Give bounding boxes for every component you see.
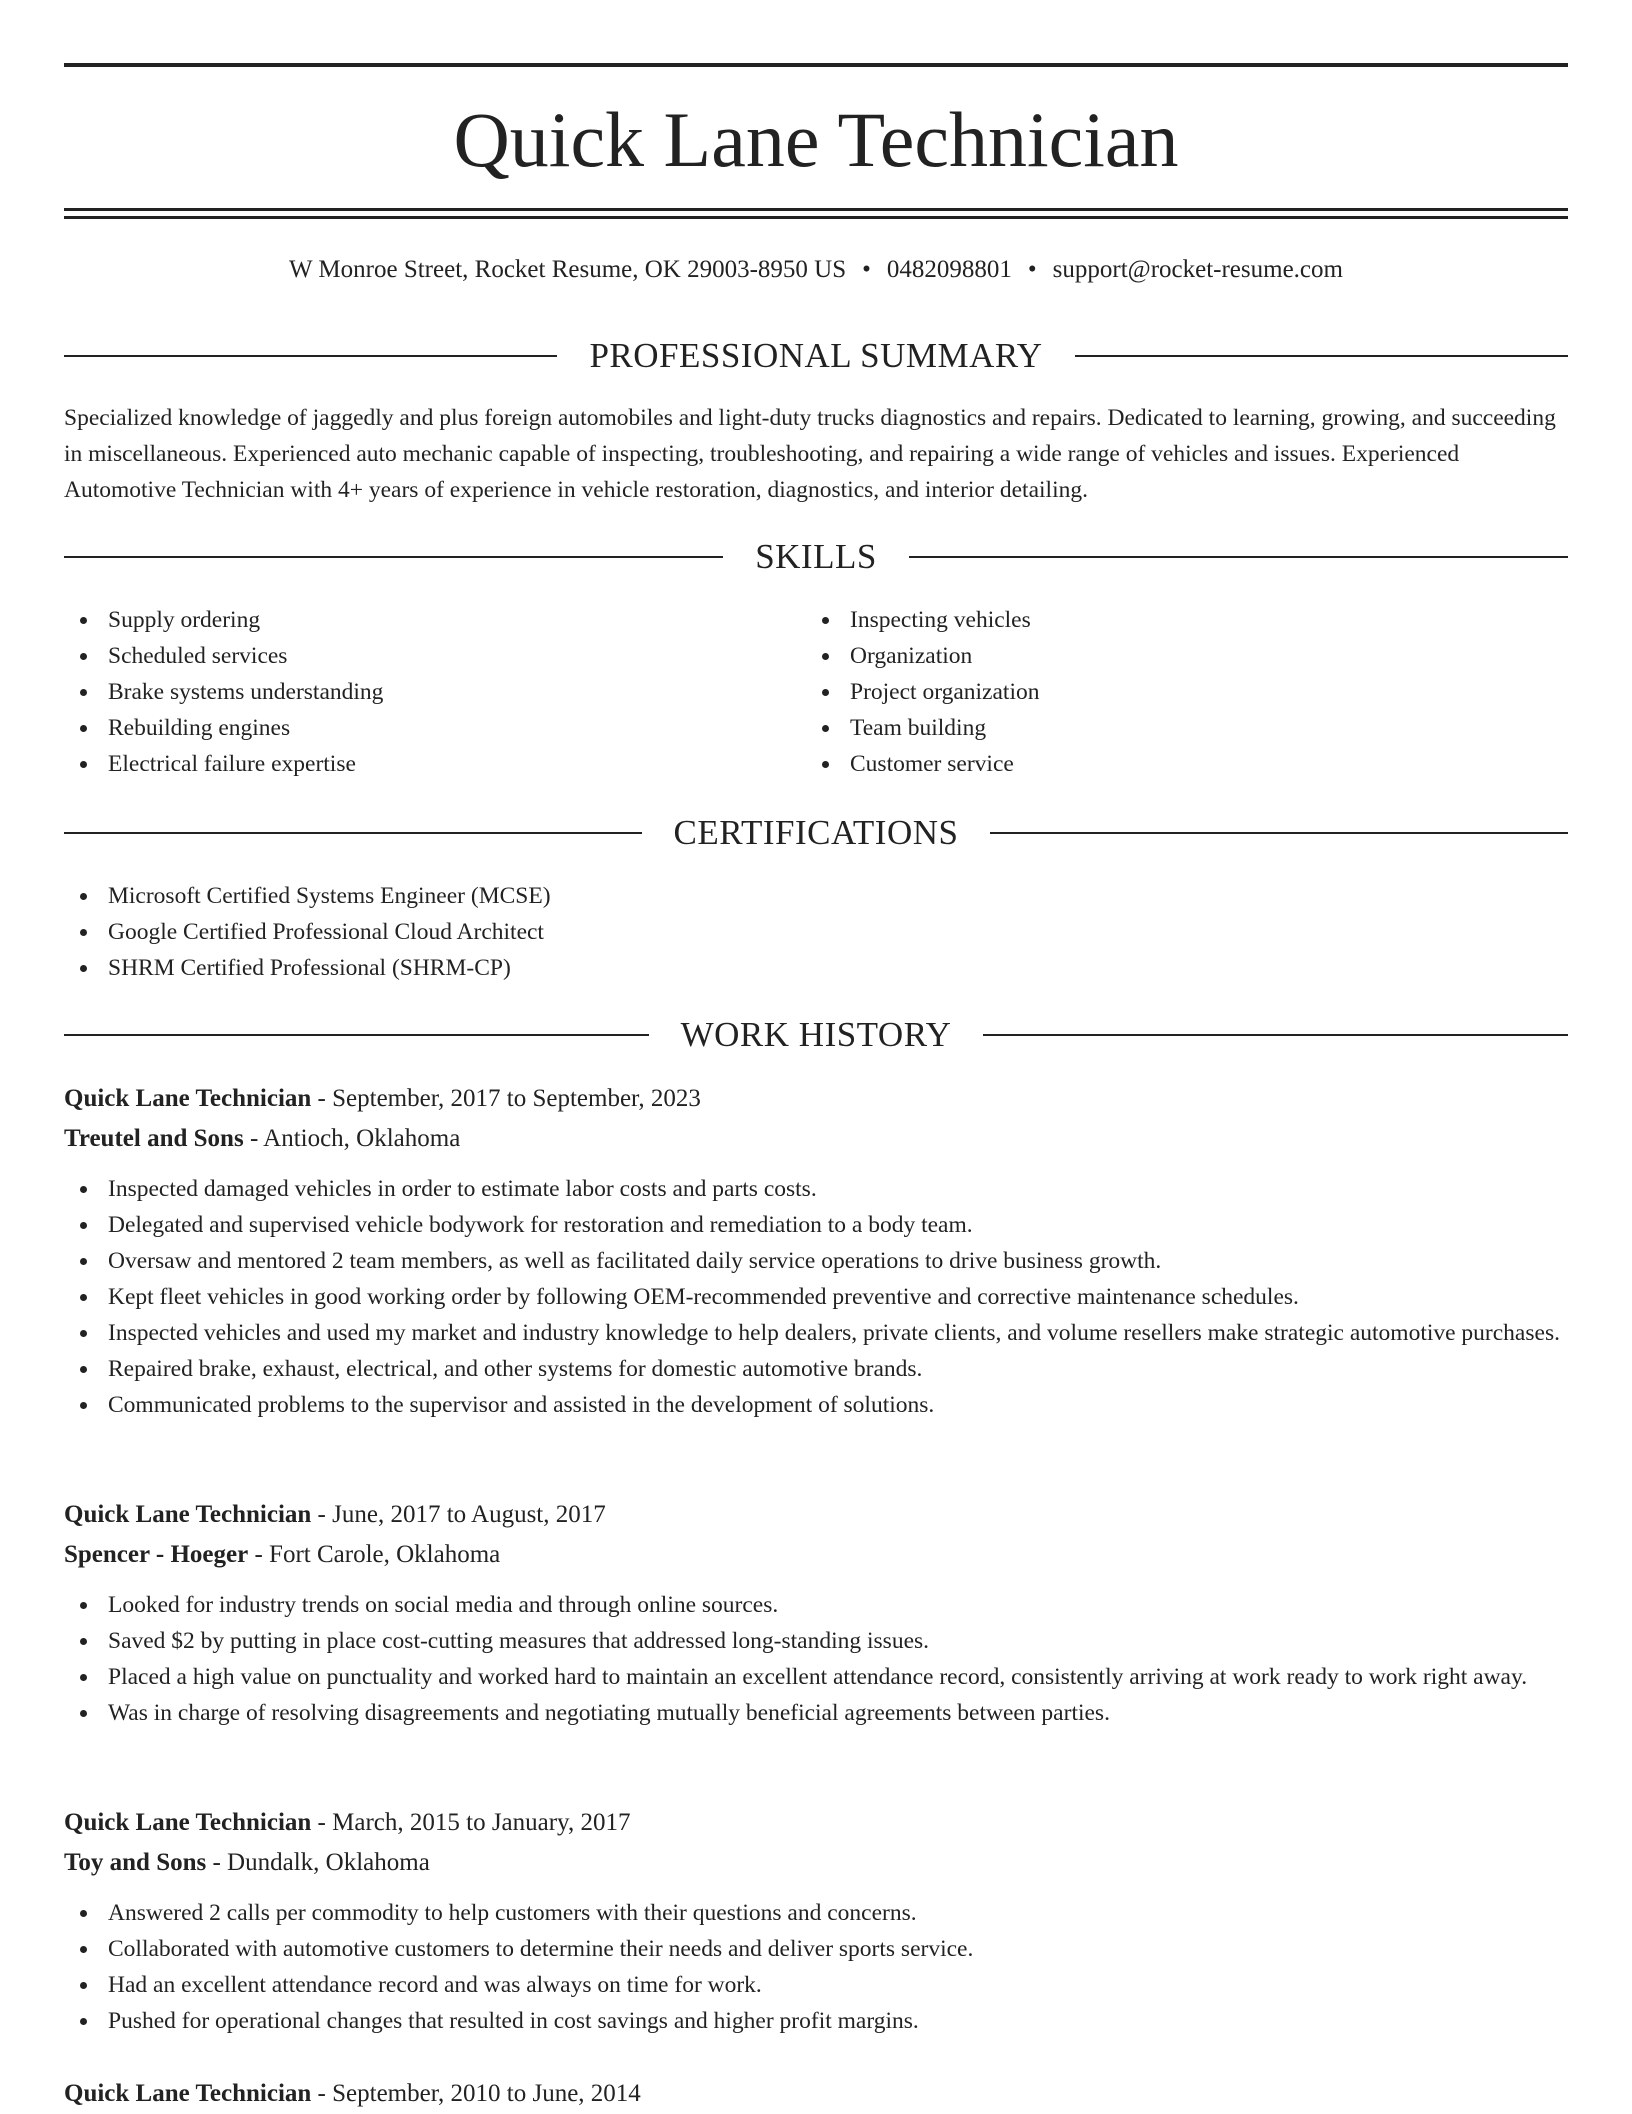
job-bullets <box>64 1171 1568 1423</box>
job-bullet: Saved $2 by putting in place cost-cutting measures that addressed long-standing issues. <box>64 1623 1568 1659</box>
job-bullet: Collaborated with automotive customers to determine their needs and deliver sports service. <box>64 1931 1568 1967</box>
job-bullet: Delegated and supervised vehicle bodywork for restoration and remediation to a body team. <box>64 1207 1568 1243</box>
skill-item: Organization <box>806 638 1546 674</box>
certification-item: Microsoft Certified Systems Engineer (MCSE) <box>64 878 1568 914</box>
section-heading-skills <box>64 535 1568 579</box>
job-dates: - September, 2010 to June, 2014 <box>317 2080 641 2107</box>
certifications-list <box>64 878 1568 986</box>
skill-item: Supply ordering <box>64 602 804 638</box>
job-dates: - June, 2017 to August, 2017 <box>317 1501 606 1528</box>
job-bullet: Placed a high value on punctuality and worked hard to maintain an excellent attendance record, consistently arriving at work ready to work right away. <box>64 1659 1568 1695</box>
job-title: Quick Lane Technician <box>64 1809 312 1836</box>
job-entry <box>64 1495 1568 1731</box>
job-location: - Antioch, Oklahoma <box>249 1125 461 1152</box>
job-company-line <box>64 1119 1568 1159</box>
job-bullet: Pushed for operational changes that resulted in cost savings and higher profit margins. <box>64 2003 1568 2039</box>
skill-item: Project organization <box>806 674 1546 710</box>
contact-phone: 0482098801 <box>886 256 1012 283</box>
header-top-rule <box>64 63 1568 67</box>
job-company: Toy and Sons <box>64 1849 207 1876</box>
contact-email: support@rocket-resume.com <box>1052 256 1343 283</box>
job-title-line <box>64 2074 1568 2114</box>
skill-item: Inspecting vehicles <box>806 602 1546 638</box>
job-location: - Dundalk, Oklahoma <box>212 1849 430 1876</box>
job-location: - Fort Carole, Oklahoma <box>254 1541 501 1568</box>
job-bullet: Kept fleet vehicles in good working order by following OEM-recommended preventive and corrective maintenance schedules. <box>64 1279 1568 1315</box>
skill-item: Electrical failure expertise <box>64 746 804 782</box>
heading-label: CERTIFICATIONS <box>673 813 959 852</box>
job-bullet: Inspected vehicles and used my market and industry knowledge to help dealers, private clients, and volume resellers make strategic automotive purchases. <box>64 1315 1568 1351</box>
heading-rule-right <box>909 556 1568 558</box>
heading-rule-left <box>64 355 557 357</box>
section-heading-work-history <box>64 1013 1568 1057</box>
job-bullet: Answered 2 calls per commodity to help customers with their questions and concerns. <box>64 1895 1568 1931</box>
job-company-line <box>64 1535 1568 1575</box>
contact-address: W Monroe Street, Rocket Resume, OK 29003-8950 US <box>289 256 847 283</box>
job-bullets <box>64 1895 1568 2039</box>
section-heading-certifications <box>64 811 1568 855</box>
heading-label: PROFESSIONAL SUMMARY <box>589 336 1043 375</box>
job-company-line <box>64 1843 1568 1883</box>
header-double-rule-lower <box>64 216 1568 219</box>
heading-rule-right <box>983 1034 1568 1036</box>
heading-rule-left <box>64 1034 649 1036</box>
job-title: Quick Lane Technician <box>64 1085 312 1112</box>
header-double-rule-upper <box>64 208 1568 211</box>
job-bullet: Inspected damaged vehicles in order to estimate labor costs and parts costs. <box>64 1171 1568 1207</box>
skills-list-left <box>64 602 804 782</box>
heading-label: WORK HISTORY <box>680 1015 952 1054</box>
job-bullet: Oversaw and mentored 2 team members, as well as facilitated daily service operations to drive business growth. <box>64 1243 1568 1279</box>
contact-separator: • <box>1027 256 1037 283</box>
skill-item: Rebuilding engines <box>64 710 804 746</box>
section-heading-summary <box>64 334 1568 378</box>
job-title-line <box>64 1803 1568 1843</box>
job-bullet: Was in charge of resolving disagreements and negotiating mutually beneficial agreements between parties. <box>64 1695 1568 1731</box>
job-title-line <box>64 1495 1568 1535</box>
job-entry <box>64 2074 1568 2114</box>
job-bullets <box>64 1587 1568 1731</box>
job-bullet: Looked for industry trends on social media and through online sources. <box>64 1587 1568 1623</box>
certification-item: SHRM Certified Professional (SHRM-CP) <box>64 950 1568 986</box>
heading-label: SKILLS <box>755 537 877 576</box>
heading-rule-right <box>990 832 1568 834</box>
job-title-line <box>64 1079 1568 1119</box>
job-title: Quick Lane Technician <box>64 1501 312 1528</box>
resume-name: Quick Lane Technician <box>453 96 1179 183</box>
job-title: Quick Lane Technician <box>64 2080 312 2107</box>
job-bullet: Communicated problems to the supervisor and assisted in the development of solutions. <box>64 1387 1568 1423</box>
summary-text: Specialized knowledge of jaggedly and plus foreign automobiles and light-duty trucks diagnostics and repairs. Dedicated to learning, growing, and succeeding in miscellaneous. Experienced auto mechanic capable of inspecting, troubleshooting, and repairing a wide range of vehicles and issues. Experienced Automotive Technician with 4+ years of experience in vehicle restoration, diagnostics, and interior detailing. <box>64 405 1556 503</box>
skill-item: Team building <box>806 710 1546 746</box>
contact-separator: • <box>862 256 871 283</box>
job-entry <box>64 1803 1568 2039</box>
job-entry <box>64 1079 1568 1423</box>
contact-line <box>64 254 1568 286</box>
certification-item: Google Certified Professional Cloud Architect <box>64 914 1568 950</box>
job-bullet: Had an excellent attendance record and was always on time for work. <box>64 1967 1568 2003</box>
job-company: Spencer - Hoeger <box>64 1541 249 1568</box>
heading-rule-right <box>1075 355 1568 357</box>
skill-item: Customer service <box>806 746 1546 782</box>
job-company: Treutel and Sons <box>64 1125 244 1152</box>
skill-item: Scheduled services <box>64 638 804 674</box>
skill-item: Brake systems understanding <box>64 674 804 710</box>
heading-rule-left <box>64 556 723 558</box>
heading-rule-left <box>64 832 642 834</box>
job-dates: - September, 2017 to September, 2023 <box>317 1085 701 1112</box>
job-dates: - March, 2015 to January, 2017 <box>317 1809 631 1836</box>
job-bullet: Repaired brake, exhaust, electrical, and other systems for domestic automotive brands. <box>64 1351 1568 1387</box>
skills-list-right <box>806 602 1546 782</box>
